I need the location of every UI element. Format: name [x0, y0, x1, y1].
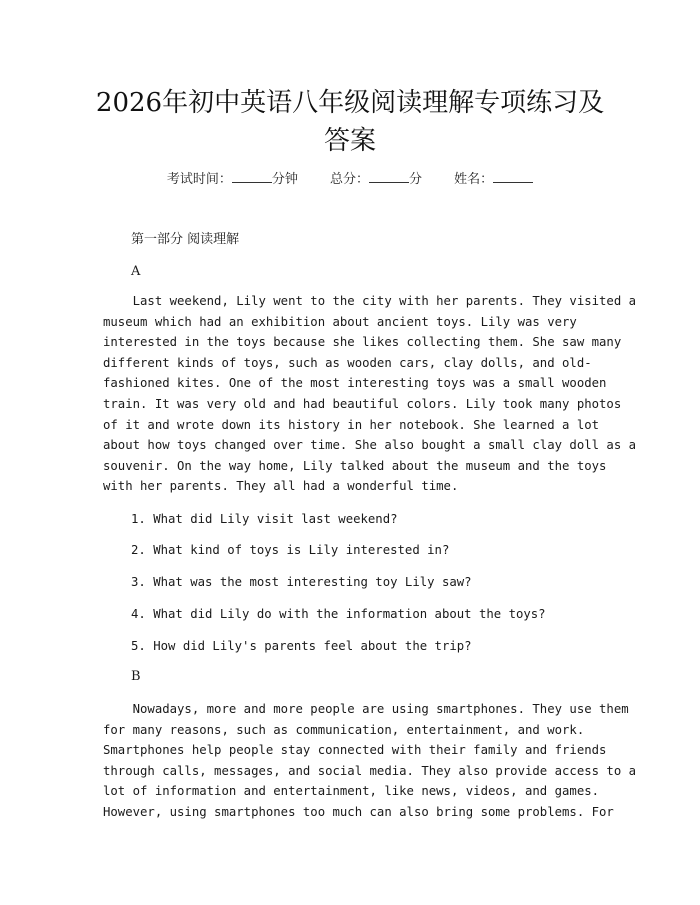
passage-a-label: A	[131, 264, 141, 279]
passage-line: through calls, messages, and social media. They also provide access to a	[103, 763, 637, 778]
exam-time-label: 考试时间：	[166, 172, 232, 187]
passage-b-label: B	[131, 669, 141, 684]
passage-line: Smartphones help people stay connected with their family and friends	[103, 743, 607, 758]
passage-line: However, using smartphones too much can also bring some problems. For	[103, 804, 614, 819]
total-score-field	[330, 168, 422, 190]
passage-line: souvenir. On the way home, Lily talked about the museum and the toys	[103, 458, 607, 473]
total-score-blank[interactable]	[369, 168, 409, 183]
passage-a-text	[103, 291, 637, 497]
total-score-unit: 分	[409, 172, 423, 187]
passage-line: Nowadays, more and more people are using smartphones. They use them	[103, 702, 629, 716]
exam-time-unit: 分钟	[271, 172, 298, 187]
section-heading: 第一部分 阅读理解	[131, 232, 240, 247]
question-4: 4. What did Lily do with the information about the toys?	[131, 607, 546, 621]
passage-line: lot of information and entertainment, like news, videos, and games.	[103, 784, 600, 799]
passage-line: of it and wrote down its history in her notebook. She learned a lot	[103, 417, 600, 432]
title-line: 答案	[323, 126, 376, 156]
question-1: 1. What did Lily visit last weekend?	[131, 512, 398, 526]
question-5: 5. How did Lily's parents feel about the trip?	[131, 639, 472, 653]
exam-time-field	[167, 168, 298, 190]
question-3: 3. What was the most interesting toy Lily saw?	[131, 575, 472, 589]
passage-line: interested in the toys because she likes collecting them. She saw many	[103, 335, 622, 350]
question-2: 2. What kind of toys is Lily interested in?	[131, 543, 450, 557]
passage-line: about how toys changed over time. She also bought a small clay doll as a	[103, 438, 637, 453]
exam-time-blank[interactable]	[232, 168, 272, 183]
title-line: 2026年初中英语八年级阅读理解专项练习及	[95, 88, 605, 118]
passage-line: train. It was very old and had beautiful colors. Lily took many photos	[103, 396, 622, 411]
name-field	[454, 168, 533, 190]
exam-info	[0, 168, 700, 190]
passage-b-text	[103, 699, 637, 823]
passage-line: museum which had an exhibition about ancient toys. Lily was very	[103, 314, 577, 329]
passage-line: different kinds of toys, such as wooden cars, clay dolls, and old-	[103, 355, 592, 370]
name-blank[interactable]	[493, 168, 533, 183]
name-label: 姓名：	[454, 172, 494, 187]
document-title	[60, 84, 640, 160]
passage-line: with her parents. They all had a wonderful time.	[103, 479, 459, 494]
passage-line: Last weekend, Lily went to the city with her parents. They visited a	[103, 294, 637, 308]
total-score-label: 总分：	[329, 172, 369, 187]
passage-line: for many reasons, such as communication, entertainment, and work.	[103, 722, 585, 737]
passage-line: fashioned kites. One of the most interesting toys was a small wooden	[103, 376, 607, 391]
